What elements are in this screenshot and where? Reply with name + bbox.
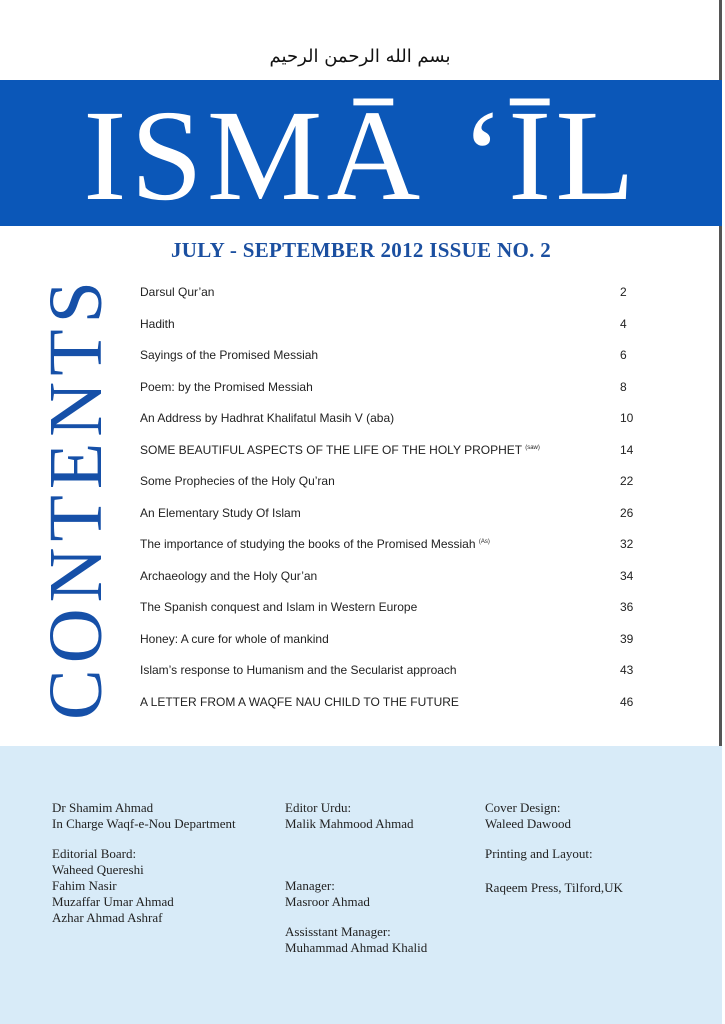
toc-entry-title-text: Hadith (140, 316, 175, 331)
toc-entry-title-text: Sayings of the Promised Messiah (140, 348, 319, 362)
toc-entry-title-text: The importance of studying the books of the Promised Messiah (140, 537, 476, 551)
credits-column-1 (52, 800, 236, 926)
toc-entry-page: 36 (620, 600, 634, 614)
toc-entry-title-text: A LETTER FROM A WAQFE NAU CHILD TO THE FUTURE (140, 694, 459, 709)
credit-label: Manager: (285, 878, 335, 893)
toc-entry-title (140, 411, 394, 425)
contents-heading: CONTENTS (34, 275, 118, 720)
toc-entry-title (140, 348, 318, 362)
credit-text: Raqeem Press, Tilford,UK (485, 880, 623, 895)
toc-entry (138, 535, 658, 567)
credit-label: Editorial Board: (52, 846, 137, 861)
credits-column-2 (285, 800, 427, 956)
toc-entry-title (140, 569, 317, 583)
toc-entry-title-text: Poem: by the Promised Messiah (140, 379, 313, 394)
toc-entry (138, 441, 658, 473)
issue-line: JULY - SEPTEMBER 2012 ISSUE NO. 2 (170, 238, 551, 262)
toc-entry-title-text: Honey: A cure for whole of mankind (140, 631, 329, 646)
toc-entry-title (140, 443, 540, 457)
toc-entry (138, 598, 658, 630)
toc-entry-page: 14 (620, 442, 634, 457)
toc-entry-page: 8 (620, 379, 627, 394)
toc-entry-title (140, 506, 301, 520)
toc-entry-page: 10 (620, 411, 634, 425)
table-of-contents (138, 283, 658, 724)
toc-entry (138, 504, 658, 536)
credit-text: Malik Mahmood Ahmad (285, 816, 414, 831)
toc-entry (138, 661, 658, 693)
toc-entry-title (140, 285, 214, 299)
credit-label: Editor Urdu: (285, 800, 352, 815)
toc-entry-page: 22 (620, 474, 634, 488)
credit-label: Cover Design: (485, 800, 561, 815)
magazine-title: ISMĀ ‘ĪL (83, 84, 639, 228)
toc-entry-page: 39 (620, 631, 634, 646)
toc-entry (138, 315, 658, 347)
toc-entry-title (140, 537, 490, 551)
toc-entry-title-text: An Elementary Study Of Islam (140, 505, 301, 520)
toc-entry-page: 6 (620, 348, 627, 362)
toc-entry (138, 693, 658, 725)
toc-entry-page: 46 (620, 694, 634, 709)
credit-label: Printing and Layout: (485, 846, 593, 861)
toc-entry-title (140, 695, 459, 709)
credit-text: Azhar Ahmad Ashraf (52, 910, 163, 925)
bismillah-calligraphy (269, 30, 451, 76)
toc-entry-title-text: Darsul Qur’an (140, 285, 215, 299)
credit-text: Masroor Ahmad (285, 894, 370, 909)
toc-entry (138, 409, 658, 441)
credit-text: Muzaffar Umar Ahmad (52, 894, 174, 909)
toc-entry (138, 630, 658, 662)
toc-entry-title (140, 632, 329, 646)
credit-text: Dr Shamim Ahmad (52, 800, 154, 815)
credits-column-3 (485, 800, 623, 896)
toc-entry (138, 346, 658, 378)
toc-entry-title (140, 380, 313, 394)
toc-entry-title (140, 663, 457, 677)
toc-entry (138, 378, 658, 410)
toc-entry-title-text: Some Prophecies of the Holy Qu’ran (140, 474, 335, 488)
toc-entry-title-text: An Address by Hadhrat Khalifatul Masih V (aba) (140, 411, 395, 425)
toc-entry-page: 43 (620, 663, 634, 677)
toc-entry-title (140, 600, 417, 614)
credit-text: In Charge Waqf-e-Nou Department (52, 816, 236, 831)
toc-entry-page: 34 (620, 568, 634, 583)
credit-text: Fahim Nasir (52, 878, 117, 893)
credit-text: Muhammad Ahmad Khalid (285, 940, 428, 955)
toc-entry-title-text: The Spanish conquest and Islam in Western Europe (140, 600, 418, 614)
toc-entry-page: 4 (620, 316, 627, 331)
toc-entry-page: 26 (620, 505, 634, 520)
svg-text:بسم الله الرحمن الرحيم: بسم الله الرحمن الرحيم (269, 46, 451, 67)
toc-entry-title (140, 317, 175, 331)
toc-entry-honorific: (As) (478, 539, 490, 545)
toc-entry-title-text: Islam’s response to Humanism and the Secularist approach (140, 663, 457, 677)
toc-entry-title (140, 474, 335, 488)
toc-entry (138, 472, 658, 504)
toc-entry-title-text: Archaeology and the Holy Qur’an (140, 568, 318, 583)
toc-entry-title-text: SOME BEAUTIFUL ASPECTS OF THE LIFE OF THE HOLY PROPHET (140, 442, 522, 457)
credit-text: Waheed Quereshi (52, 862, 144, 877)
toc-entry-page: 32 (620, 537, 634, 551)
credit-label: Assisstant Manager: (285, 924, 391, 939)
toc-entry (138, 567, 658, 599)
toc-entry-honorific: (saw) (525, 444, 540, 451)
credit-text: Waleed Dawood (485, 816, 571, 831)
toc-entry-page: 2 (620, 285, 627, 299)
toc-entry (138, 283, 658, 315)
